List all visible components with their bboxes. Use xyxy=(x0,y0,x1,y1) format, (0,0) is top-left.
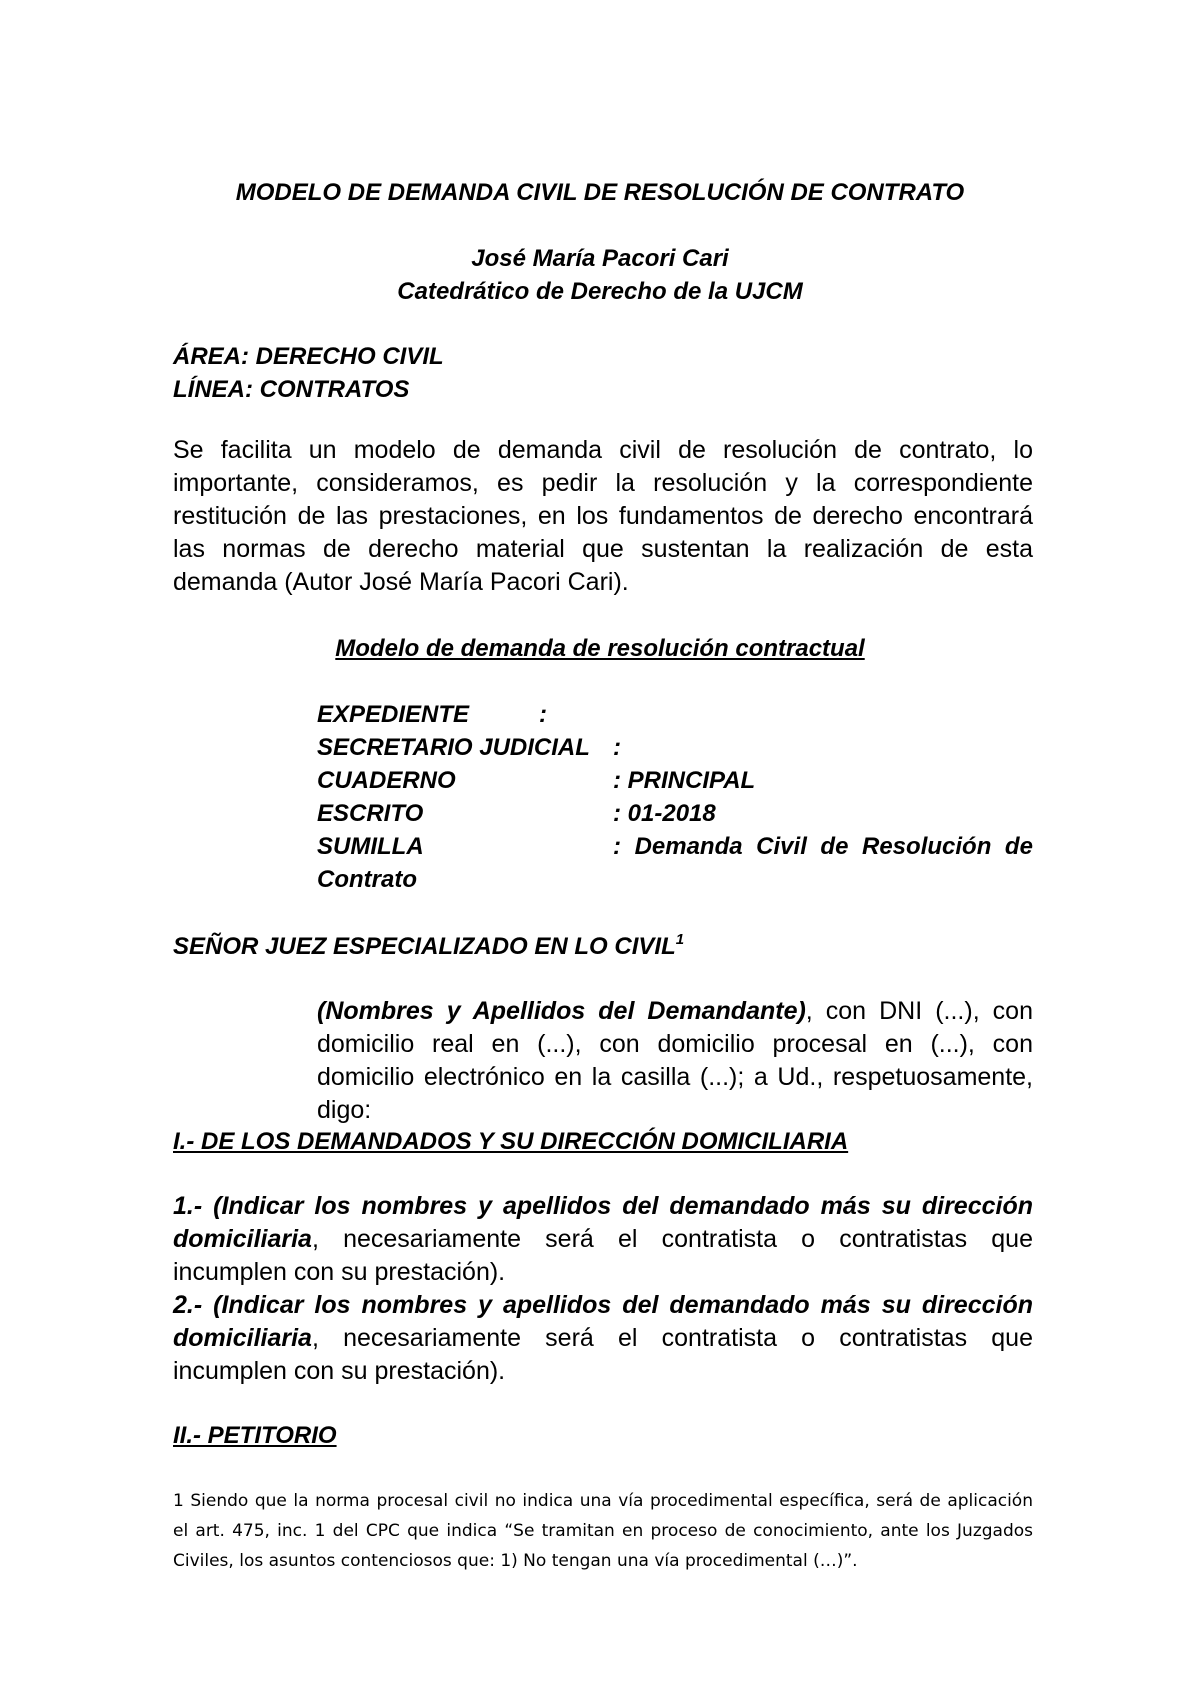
defendant-instruction: 2.- (Indicar los nombres y apellidos del demandado más su dirección domiciliaria xyxy=(173,1291,1033,1352)
expediente-label: EXPEDIENTE xyxy=(317,701,470,728)
addressee-text: SEÑOR JUEZ ESPECIALIZADO EN LO CIVIL xyxy=(173,933,676,960)
sumilla-word: de xyxy=(820,833,849,860)
sumilla-word: Resolución xyxy=(862,833,992,860)
secretario-value: : xyxy=(613,734,621,761)
author-block xyxy=(0,242,1200,308)
footnote: 1 Siendo que la norma procesal civil no indica una vía procedimental específica, será de aplicación el art. 475, inc. 1 del CPC que indica “Se tramitan en proceso de conocimiento, ante los Juzgados Civiles, los asuntos contenciosos que: 1) No tengan una vía procedimental (…)”. xyxy=(173,1491,1033,1571)
escrito-label: ESCRITO xyxy=(317,800,424,827)
header-row-escrito xyxy=(317,797,1033,830)
area-label: ÁREA: DERECHO CIVIL xyxy=(173,343,444,370)
sumilla-word: : xyxy=(613,833,621,860)
author-role: Catedrático de Derecho de la UJCM xyxy=(397,278,803,305)
cuaderno-label: CUADERNO xyxy=(317,767,456,794)
plaintiff-name-placeholder: (Nombres y Apellidos del Demandante) xyxy=(317,997,806,1025)
footnote-reference: 1 xyxy=(675,931,685,948)
model-subtitle: Modelo de demanda de resolución contractual xyxy=(335,635,865,662)
header-row-secretario xyxy=(317,731,1033,764)
header-row-cuaderno xyxy=(317,764,1033,797)
addressee xyxy=(173,930,684,963)
defendant-note: , necesariamente será el contratista o contratistas que incumplen con su prestación). xyxy=(173,1324,1033,1385)
defendant-instruction: 1.- (Indicar los nombres y apellidos del demandado más su dirección domiciliaria xyxy=(173,1192,1033,1253)
sumilla-label: SUMILLA xyxy=(317,833,424,860)
defendant-item xyxy=(173,1190,1033,1289)
defendant-note: , necesariamente será el contratista o contratistas que incumplen con su prestación). xyxy=(173,1225,1033,1286)
sumilla-word: Demanda xyxy=(634,833,743,860)
sumilla-continuation: Contrato xyxy=(317,866,417,893)
section-heading-petitorio: II.- PETITORIO xyxy=(173,1422,337,1449)
cuaderno-value: : PRINCIPAL xyxy=(613,767,756,794)
author-name: José María Pacori Cari xyxy=(471,245,729,272)
line-label: LÍNEA: CONTRATOS xyxy=(173,376,410,403)
sumilla-word: de xyxy=(1004,833,1033,860)
sumilla-word: Civil xyxy=(756,833,807,860)
plaintiff-paragraph xyxy=(317,995,1033,1127)
section-heading-defendants: I.- DE LOS DEMANDADOS Y SU DIRECCIÓN DOMICILIARIA xyxy=(173,1128,849,1155)
defendants-list xyxy=(173,1190,1033,1388)
plaintiff-text: , con DNI (...), con domicilio real en (...), con domicilio procesal en (...), con domicilio electrónico en la casilla (...); a Ud., respetuosamente, digo: xyxy=(317,997,1033,1124)
expediente-value: : xyxy=(539,701,547,728)
secretario-label: SECRETARIO JUDICIAL xyxy=(317,734,590,761)
area-block xyxy=(173,340,444,406)
intro-paragraph: Se facilita un modelo de demanda civil de resolución de contrato, lo importante, consideramos, es pedir la resolución y la correspondiente restitución de las prestaciones, en los fundamentos de derecho encontrará las normas de derecho material que sustentan la realización de esta demanda (Autor José María Pacori Cari). xyxy=(173,436,1033,596)
escrito-value: : 01-2018 xyxy=(613,800,716,827)
header-row-sumilla xyxy=(317,830,1033,863)
document-title: MODELO DE DEMANDA CIVIL DE RESOLUCIÓN DE CONTRATO xyxy=(235,179,965,206)
header-row-sumilla-cont xyxy=(317,863,1033,896)
header-row-expediente xyxy=(317,698,1033,731)
defendant-item xyxy=(173,1289,1033,1388)
case-header xyxy=(317,698,1033,896)
sumilla-value xyxy=(613,830,1033,863)
